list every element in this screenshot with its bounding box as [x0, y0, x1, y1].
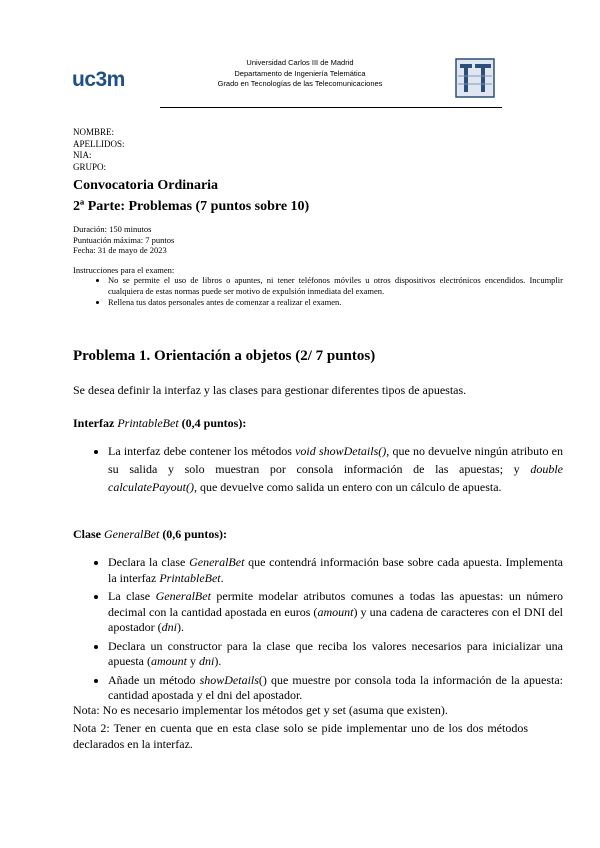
heading-prefix: Clase [73, 527, 104, 541]
instructions-title: Instrucciones para el examen: [73, 265, 175, 275]
part-title: 2ª Parte: Problemas (7 puntos sobre 10) [73, 199, 310, 214]
instruction-item: • Rellena tus datos personales antes de comenzar a realizar el examen. [108, 297, 563, 308]
interface-name: PrintableBet [117, 416, 179, 430]
exam-date: Fecha: 31 de mayo de 2023 [73, 245, 167, 255]
heading-points: (0,6 puntos): [159, 527, 227, 541]
note-1: Nota: No es necesario implementar los métodos get y set (asuma que existen). [73, 703, 448, 717]
list-item: • La interfaz debe contener los métodos void showDetails(), que no devuelve ningún atributo en su salida y solo muestran por consola información de las apuestas; y double calculatePayout(), que devuelve como salida un entero con un cálculo de apuesta. [108, 442, 563, 496]
department-name: Departamento de Ingeniería Telemática [234, 68, 366, 78]
exam-max-score: Puntuación máxima: 7 puntos [73, 234, 175, 245]
heading-points: (0,4 puntos): [178, 416, 247, 430]
uc3m-logo: uc3m [72, 68, 125, 91]
class-name: GeneralBet [104, 527, 160, 541]
problem-1-title: Problema 1. Orientación a objetos (2/ 7 puntos) [73, 348, 376, 364]
institution-header [160, 58, 440, 90]
problem-1-intro: Se desea definir la interfaz y las clases para gestionar diferentes tipos de apuestas. [73, 383, 467, 397]
list-item: • Declara la clase GeneralBet que contendrá información base sobre cada apuesta. Implementa la interfaz PrintableBet. [108, 555, 563, 586]
exam-duration: Duración: 150 minutos [73, 224, 152, 234]
printable-bet-heading [73, 416, 246, 431]
printable-bet-list [73, 442, 563, 496]
list-item: • Añade un método showDetails() que muestre por consola toda la información de la apuesta: cantidad apostada y el dni del apostador. [108, 673, 563, 704]
field-grupo: GRUPO: [73, 161, 107, 172]
instruction-item: • No se permite el uso de libros o apuntes, ni tener teléfonos móviles u otros dispositivos electrónicos encendidos. Incumplir cualquiera de estas normas puede ser motivo de expulsión inmediata del examen. [108, 275, 563, 296]
convocatoria-title: Convocatoria Ordinaria [73, 178, 219, 193]
note-2: Nota 2: Tener en cuenta que en esta clase solo se pide implementar uno de los dos métodos declarados en la interfaz. [73, 721, 528, 751]
field-apellidos: APELLIDOS: [73, 138, 125, 149]
university-name: Universidad Carlos III de Madrid [246, 58, 354, 67]
general-bet-heading [73, 527, 227, 542]
header-divider [160, 107, 502, 108]
heading-prefix: Interfaz [73, 416, 118, 430]
general-bet-list [73, 555, 563, 707]
exam-info [73, 224, 174, 256]
degree-name: Grado en Tecnologías de las Telecomunicaciones [217, 79, 383, 88]
student-data-fields [73, 127, 125, 173]
list-item: • Declara un constructor para la clase que reciba los valores necesarios para inicializar una apuesta (amount y dni). [108, 639, 563, 670]
field-nia: NIA: [73, 150, 92, 160]
field-nombre: NOMBRE: [73, 127, 115, 137]
list-item: • La clase GeneralBet permite modelar atributos comunes a todas las apuestas: un número decimal con la cantidad apostada en euros (amount) y una cadena de caracteres con el DNI del apostador (dni). [108, 589, 563, 636]
it-department-logo-icon [455, 58, 495, 98]
instructions-list [73, 275, 563, 309]
